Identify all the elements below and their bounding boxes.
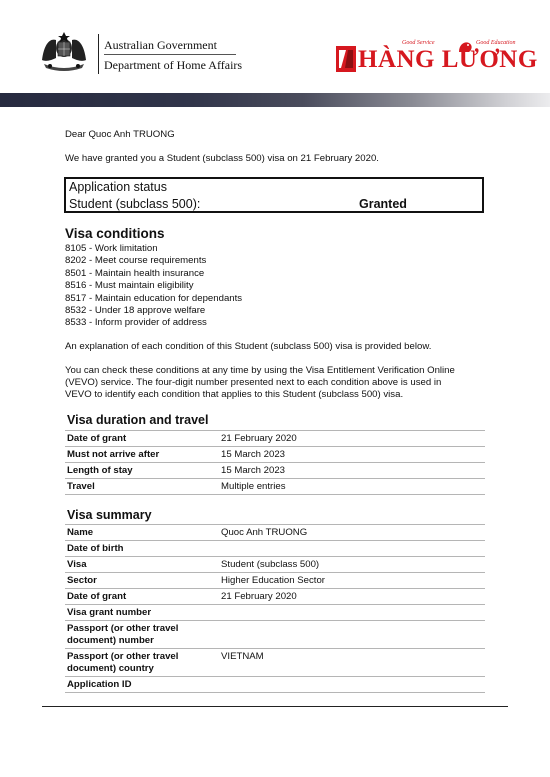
- row-label: Date of grant: [67, 433, 127, 444]
- row-label: Visa grant number: [67, 607, 152, 618]
- duration-table: [65, 430, 485, 495]
- row-label: Must not arrive after: [67, 449, 160, 460]
- table-row: [65, 676, 485, 693]
- row-label: Date of birth: [67, 543, 124, 554]
- table-row: [65, 648, 485, 676]
- brand-name: HÀNG LƯƠNG: [358, 46, 538, 73]
- condition-item: 8533 - Inform provider of address: [65, 317, 207, 329]
- government-rule: [104, 54, 236, 55]
- row-label: Date of grant: [67, 591, 127, 602]
- row-label: Name: [67, 527, 94, 538]
- row-value: 15 March 2023: [221, 465, 285, 476]
- status-title: Application status: [69, 180, 167, 194]
- status-value: Granted: [359, 197, 407, 211]
- row-label: Passport (or other travel document) country: [67, 651, 179, 674]
- row-value: VIETNAM: [221, 651, 264, 662]
- table-row: [65, 462, 485, 478]
- condition-item: 8202 - Meet course requirements: [65, 255, 207, 267]
- duration-section-title: Visa duration and travel: [67, 413, 209, 427]
- conditions-title: Visa conditions: [65, 226, 165, 241]
- table-row: [65, 478, 485, 495]
- row-value: Student (subclass 500): [221, 559, 320, 570]
- row-label: Travel: [67, 481, 95, 492]
- table-row: [65, 588, 485, 604]
- conditions-list: [65, 243, 242, 330]
- vevo-paragraph-line: (VEVO) service. The four-digit number presented next to each condition above is used in: [65, 377, 442, 388]
- header-gradient-band: [0, 93, 550, 107]
- row-value: 21 February 2020: [221, 433, 297, 444]
- row-label: Sector: [67, 575, 97, 586]
- status-visa-label: Student (subclass 500):: [69, 197, 201, 211]
- vevo-paragraph-line: VEVO to identify each condition that applies to this Student (subclass 500) visa.: [65, 389, 404, 400]
- footer-rule: [42, 706, 508, 707]
- row-label: Length of stay: [67, 465, 133, 476]
- table-row: [65, 430, 485, 446]
- document-header: [0, 0, 550, 92]
- table-row: [65, 556, 485, 572]
- condition-item: 8516 - Must maintain eligibility: [65, 280, 194, 292]
- vevo-paragraph-line: You can check these conditions at any time by using the Visa Entitlement Verification Online: [65, 365, 455, 376]
- row-value: Quoc Anh TRUONG: [221, 527, 308, 538]
- brand-mark-icon: [336, 46, 360, 74]
- government-name: Australian Government: [104, 38, 217, 52]
- brand-logo: [336, 40, 540, 74]
- row-value: 21 February 2020: [221, 591, 297, 602]
- grant-statement: We have granted you a Student (subclass 500) visa on 21 February 2020.: [65, 153, 379, 164]
- table-row: [65, 620, 485, 648]
- conditions-explanation: An explanation of each condition of this Student (subclass 500) visa is provided below.: [65, 341, 432, 352]
- salutation: Dear Quoc Anh TRUONG: [65, 129, 175, 140]
- row-value: 15 March 2023: [221, 449, 285, 460]
- table-row: [65, 604, 485, 620]
- row-label: Visa: [67, 559, 87, 570]
- condition-item: 8501 - Maintain health insurance: [65, 267, 205, 279]
- table-row: [65, 540, 485, 556]
- row-label: Application ID: [67, 679, 132, 690]
- table-row: [65, 572, 485, 588]
- condition-item: 8105 - Work limitation: [65, 243, 158, 254]
- department-name: Department of Home Affairs: [104, 58, 243, 72]
- brand-tagline-education: Good Education: [476, 40, 516, 46]
- summary-section-title: Visa summary: [67, 508, 152, 522]
- table-row: [65, 446, 485, 462]
- row-label: Passport (or other travel document) number: [67, 623, 179, 646]
- table-row: [65, 524, 485, 540]
- brand-tagline-service: Good Service: [402, 40, 435, 46]
- coat-of-arms-logo: [36, 30, 92, 74]
- row-value: Higher Education Sector: [221, 575, 325, 586]
- condition-item: 8517 - Maintain education for dependants: [65, 292, 243, 304]
- application-status-box: [64, 177, 484, 213]
- condition-item: 8532 - Under 18 approve welfare: [65, 304, 206, 316]
- header-divider: [98, 34, 99, 74]
- row-value: Multiple entries: [221, 481, 286, 492]
- summary-table: [65, 524, 485, 693]
